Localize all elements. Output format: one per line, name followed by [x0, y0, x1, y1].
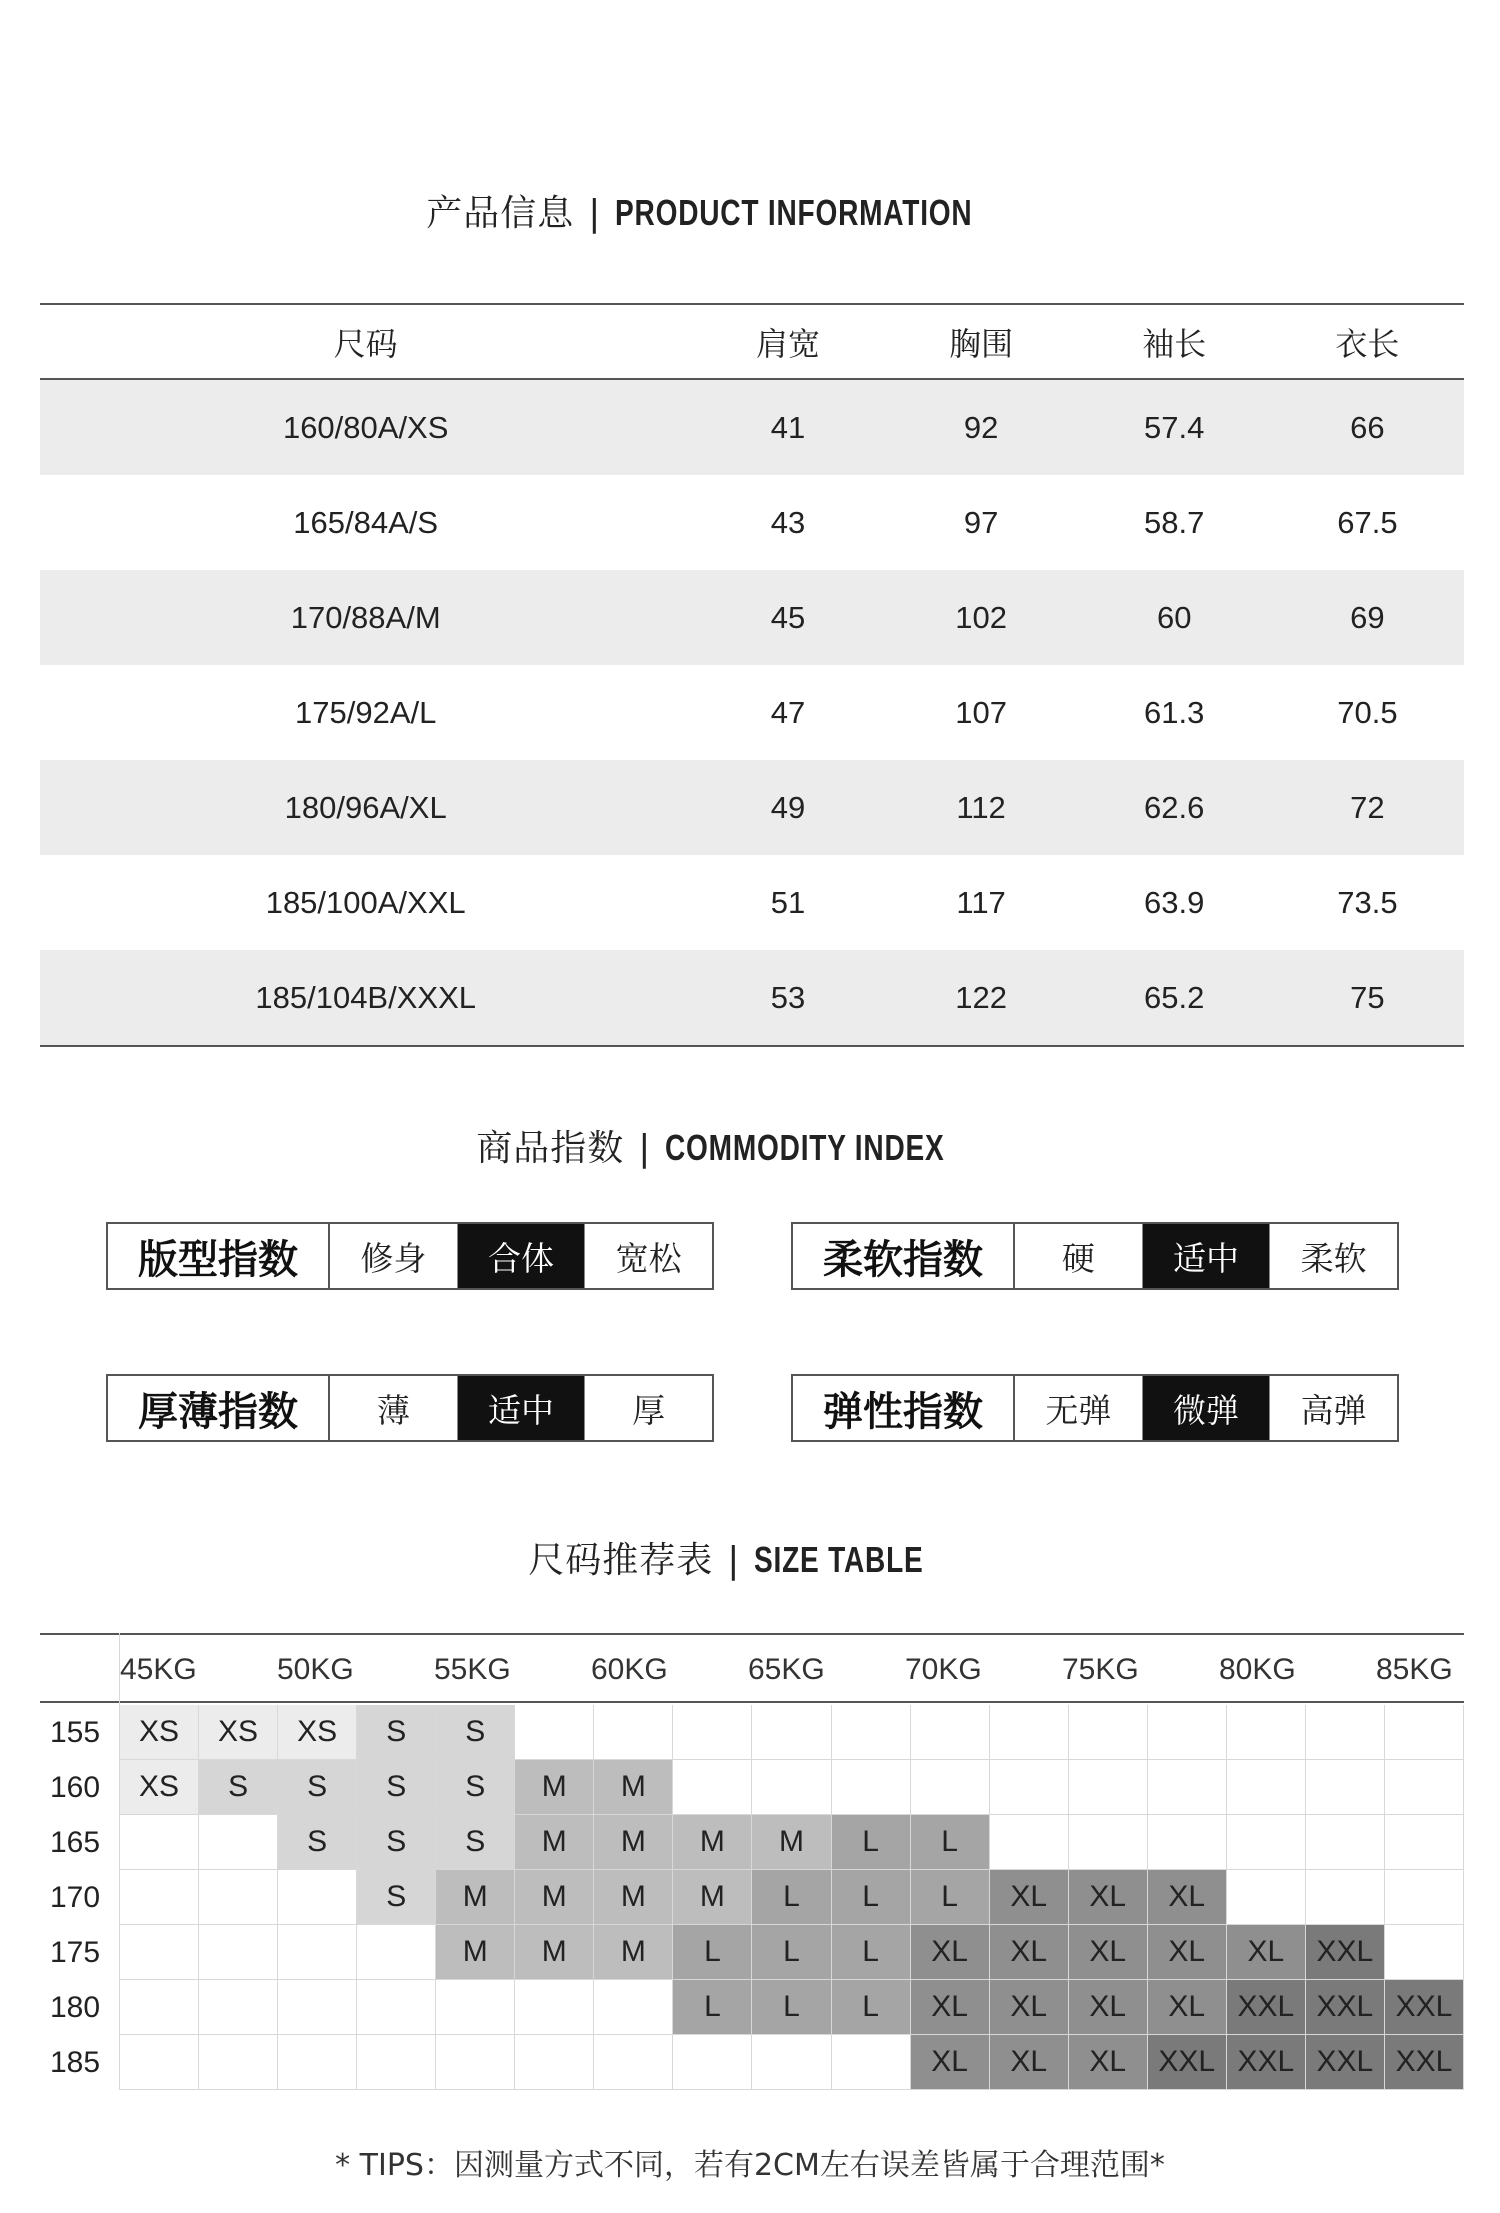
size-cell: L: [832, 1815, 911, 1870]
size-cell: [357, 1925, 436, 1980]
size-cell: XXL: [1227, 1980, 1306, 2035]
size-cell: M: [594, 1760, 673, 1815]
size-cell: [120, 1815, 199, 1870]
size-cell: [1385, 1870, 1464, 1925]
size-cell: [1069, 1760, 1148, 1815]
size-cell: [1069, 1705, 1148, 1760]
size-cell: L: [911, 1870, 990, 1925]
commodity-index-title-cn: 商品指数: [476, 1128, 625, 1169]
index-option: 柔软: [1300, 1238, 1367, 1278]
size-cell: XL: [1148, 1980, 1227, 2035]
size-cell: M: [673, 1815, 752, 1870]
size-cell: [436, 2035, 515, 2090]
product-info-title-en: PRODUCT INFORMATION: [615, 192, 973, 233]
table-row: [40, 570, 1464, 665]
cell-chest: 102: [885, 570, 1078, 665]
table-row: [40, 379, 1464, 475]
tips-note: * TIPS：因测量方式不同，若有2CM左右误差皆属于合理范围*: [335, 2148, 1165, 2183]
cell-length: 70.5: [1337, 694, 1398, 730]
size-cell: [1227, 1705, 1306, 1760]
cell-sleeve: 60: [1078, 570, 1271, 665]
index-option: 高弹: [1300, 1390, 1367, 1430]
size-cell: XL: [990, 1925, 1069, 1980]
size-cell: [278, 1980, 357, 2035]
size-cell: S: [199, 1760, 278, 1815]
size-cell: [120, 2035, 199, 2090]
cell-shoulder: 53: [691, 950, 884, 1046]
weight-label: 45KG: [120, 1653, 197, 1686]
cell-size: 185/104B/XXXL: [40, 950, 691, 1046]
weight-label: 85KG: [1376, 1653, 1453, 1686]
size-cell: [120, 1925, 199, 1980]
size-cell: [436, 1980, 515, 2035]
size-cell: L: [752, 1870, 831, 1925]
table-row: [40, 760, 1464, 855]
size-cell: S: [436, 1815, 515, 1870]
index-label: 弹性指数: [793, 1376, 1015, 1440]
size-cell: S: [357, 1815, 436, 1870]
size-table-title: 尺码推荐表 | SIZE TABLE: [528, 1539, 924, 1581]
size-cell: [1306, 1815, 1385, 1870]
cell-length: 66: [1271, 379, 1464, 475]
product-info-header-row: [40, 304, 1464, 379]
cell-sleeve: 63.9: [1144, 884, 1205, 920]
cell-shoulder: 43: [770, 504, 806, 540]
index-bar: [791, 1222, 1399, 1290]
weight-label: 65KG: [748, 1653, 825, 1686]
size-cell: [990, 1705, 1069, 1760]
weight-label: 80KG: [1219, 1653, 1296, 1686]
cell-length: 73.5: [1337, 884, 1398, 920]
size-cell: [594, 1705, 673, 1760]
cell-chest: 92: [885, 379, 1078, 475]
size-cell: M: [436, 1925, 515, 1980]
size-cell: [278, 1870, 357, 1925]
size-cell: L: [832, 1980, 911, 2035]
height-label: 160: [50, 1771, 101, 1804]
size-cell: [1385, 1705, 1464, 1760]
size-cell: [515, 1705, 594, 1760]
size-cell: [673, 1760, 752, 1815]
size-cell: XL: [990, 2035, 1069, 2090]
size-cell: M: [436, 1870, 515, 1925]
index-option: 适中: [458, 1376, 586, 1440]
size-cell: L: [911, 1815, 990, 1870]
index-option: 厚: [632, 1390, 666, 1430]
size-cell: XL: [1148, 1870, 1227, 1925]
size-cell: XL: [990, 1980, 1069, 2035]
header-shoulder: 肩宽: [691, 304, 884, 379]
table-row: [40, 855, 1464, 950]
size-cell: L: [752, 1980, 831, 2035]
index-bar: [791, 1374, 1399, 1442]
size-cell: XL: [1069, 2035, 1148, 2090]
size-cell: XXL: [1306, 2035, 1385, 2090]
cell-shoulder: 41: [691, 379, 884, 475]
table-row: [40, 665, 1464, 760]
size-cell: [673, 2035, 752, 2090]
size-cell: M: [515, 1760, 594, 1815]
size-cell: [752, 1705, 831, 1760]
height-label: 185: [50, 2046, 101, 2079]
height-label: 175: [50, 1936, 101, 1969]
size-cell: XL: [1227, 1925, 1306, 1980]
size-cell: [752, 2035, 831, 2090]
size-cell: M: [673, 1870, 752, 1925]
product-info-body: [40, 379, 1464, 1046]
size-cell: [1385, 1760, 1464, 1815]
size-cell: [515, 2035, 594, 2090]
size-cell: [1227, 1870, 1306, 1925]
cell-size: 175/92A/L: [295, 694, 437, 730]
size-cell: M: [752, 1815, 831, 1870]
size-cell: XL: [990, 1870, 1069, 1925]
cell-shoulder: 45: [691, 570, 884, 665]
height-label: 155: [50, 1716, 101, 1749]
cell-chest: 112: [885, 760, 1078, 855]
size-cell: [120, 1980, 199, 2035]
size-cell: XL: [911, 1980, 990, 2035]
header-chest: 胸围: [885, 304, 1078, 379]
size-cell: XXL: [1385, 2035, 1464, 2090]
header-sleeve: 袖长: [1078, 304, 1271, 379]
size-cell: XS: [199, 1705, 278, 1760]
size-cell: S: [357, 1705, 436, 1760]
weight-header-row: [40, 1633, 1464, 1703]
cell-chest: 97: [963, 504, 999, 540]
header-length: 衣长: [1271, 304, 1464, 379]
height-label: 165: [50, 1826, 101, 1859]
cell-chest: 117: [956, 884, 1006, 920]
index-option: 修身: [330, 1224, 458, 1288]
size-cell: XXL: [1306, 1925, 1385, 1980]
cell-size: 160/80A/XS: [40, 379, 691, 475]
size-cell: [1306, 1705, 1385, 1760]
size-cell: [911, 1760, 990, 1815]
size-cell: L: [752, 1925, 831, 1980]
size-cell: [357, 2035, 436, 2090]
size-cell: S: [436, 1760, 515, 1815]
index-option: 无弹: [1015, 1376, 1143, 1440]
size-cell: [199, 1870, 278, 1925]
size-cell: L: [673, 1925, 752, 1980]
cell-length: 67.5: [1337, 504, 1398, 540]
size-cell: [199, 1815, 278, 1870]
cell-shoulder: 47: [770, 694, 806, 730]
size-cell: [199, 1980, 278, 2035]
size-cell: [515, 1980, 594, 2035]
cell-shoulder: 51: [770, 884, 806, 920]
size-cell: [673, 1705, 752, 1760]
size-cell: [990, 1760, 1069, 1815]
cell-sleeve: 61.3: [1144, 694, 1205, 730]
cell-shoulder: 49: [691, 760, 884, 855]
cell-chest: 122: [885, 950, 1078, 1046]
index-option: 宽松: [615, 1238, 682, 1278]
size-cell: XXL: [1227, 2035, 1306, 2090]
size-cell: S: [278, 1760, 357, 1815]
size-cell: [832, 1705, 911, 1760]
weight-label: 60KG: [591, 1653, 668, 1686]
size-cell: [752, 1760, 831, 1815]
size-cell: [594, 1980, 673, 2035]
cell-size: 180/96A/XL: [40, 760, 691, 855]
height-label: 170: [50, 1881, 101, 1914]
weight-label: 55KG: [434, 1653, 511, 1686]
size-cell: [278, 1925, 357, 1980]
size-cell: XXL: [1148, 2035, 1227, 2090]
size-cell: XS: [120, 1705, 199, 1760]
size-cell: [1306, 1760, 1385, 1815]
size-cell: XXL: [1385, 1980, 1464, 2035]
size-cell: [1385, 1925, 1464, 1980]
size-cell: M: [515, 1815, 594, 1870]
size-cell: S: [357, 1870, 436, 1925]
size-cell: [278, 2035, 357, 2090]
cell-size: 165/84A/S: [293, 504, 439, 540]
height-label: 180: [50, 1991, 101, 2024]
size-cell: XL: [1069, 1925, 1148, 1980]
table-row: [40, 950, 1464, 1046]
index-option: 合体: [458, 1224, 586, 1288]
cell-length: 69: [1271, 570, 1464, 665]
index-label: 版型指数: [108, 1224, 330, 1288]
weight-label: 70KG: [905, 1653, 982, 1686]
size-cell: XL: [911, 2035, 990, 2090]
cell-sleeve: 58.7: [1144, 504, 1205, 540]
size-cell: XL: [1069, 1980, 1148, 2035]
height-column-divider: [119, 1633, 120, 2090]
commodity-index-title-en: COMMODITY INDEX: [665, 1127, 945, 1168]
cell-length: 75: [1271, 950, 1464, 1046]
weight-label: 50KG: [277, 1653, 354, 1686]
size-cell: [1148, 1815, 1227, 1870]
size-cell: XS: [278, 1705, 357, 1760]
size-cell: M: [515, 1870, 594, 1925]
cell-size: 170/88A/M: [40, 570, 691, 665]
size-cell: L: [673, 1980, 752, 2035]
size-cell: XL: [1148, 1925, 1227, 1980]
index-bar: [106, 1374, 714, 1442]
size-cell: L: [832, 1925, 911, 1980]
size-cell: [832, 2035, 911, 2090]
size-cell: [1148, 1705, 1227, 1760]
product-info-title: 产品信息 | PRODUCT INFORMATION: [426, 192, 973, 234]
cell-sleeve: 57.4: [1078, 379, 1271, 475]
size-cell: XL: [911, 1925, 990, 1980]
size-cell: [990, 1815, 1069, 1870]
index-label: 柔软指数: [793, 1224, 1015, 1288]
cell-length: 72: [1271, 760, 1464, 855]
size-cell: [120, 1870, 199, 1925]
cell-sleeve: 65.2: [1078, 950, 1271, 1046]
size-cell: [832, 1760, 911, 1815]
commodity-index-title: 商品指数 | COMMODITY INDEX: [476, 1127, 945, 1169]
weight-label: 75KG: [1062, 1653, 1139, 1686]
index-bar: [106, 1222, 714, 1290]
size-cell: [1148, 1760, 1227, 1815]
size-recommendation-table: [40, 1633, 1464, 2089]
size-cell: XL: [1069, 1870, 1148, 1925]
size-cell: S: [357, 1760, 436, 1815]
size-cell: XXL: [1306, 1980, 1385, 2035]
size-table-title-cn: 尺码推荐表: [528, 1540, 714, 1581]
size-cell: M: [515, 1925, 594, 1980]
index-label: 厚薄指数: [108, 1376, 330, 1440]
size-table-title-en: SIZE TABLE: [754, 1539, 924, 1580]
header-size: 尺码: [40, 304, 691, 379]
size-cell: S: [278, 1815, 357, 1870]
size-cell: S: [436, 1705, 515, 1760]
size-cell: [1306, 1870, 1385, 1925]
index-option: 微弹: [1143, 1376, 1271, 1440]
index-option: 薄: [330, 1376, 458, 1440]
size-cell: [199, 2035, 278, 2090]
cell-sleeve: 62.6: [1078, 760, 1271, 855]
size-cell: M: [594, 1925, 673, 1980]
size-cell: [1385, 1815, 1464, 1870]
index-option: 适中: [1143, 1224, 1271, 1288]
size-cell: L: [832, 1870, 911, 1925]
table-row: [40, 475, 1464, 570]
size-cell: [594, 2035, 673, 2090]
size-cell: [357, 1980, 436, 2035]
product-info-title-cn: 产品信息: [426, 193, 575, 234]
size-cell: M: [594, 1870, 673, 1925]
size-cell: M: [594, 1815, 673, 1870]
cell-chest: 107: [955, 694, 1007, 730]
cell-size: 185/100A/XXL: [265, 884, 466, 920]
size-cell: [1227, 1815, 1306, 1870]
size-cell: [1069, 1815, 1148, 1870]
index-option: 硬: [1015, 1224, 1143, 1288]
size-cell: [1227, 1760, 1306, 1815]
size-cell: [199, 1925, 278, 1980]
size-cell: [911, 1705, 990, 1760]
size-cell: XS: [120, 1760, 199, 1815]
product-info-table: [40, 303, 1464, 1047]
